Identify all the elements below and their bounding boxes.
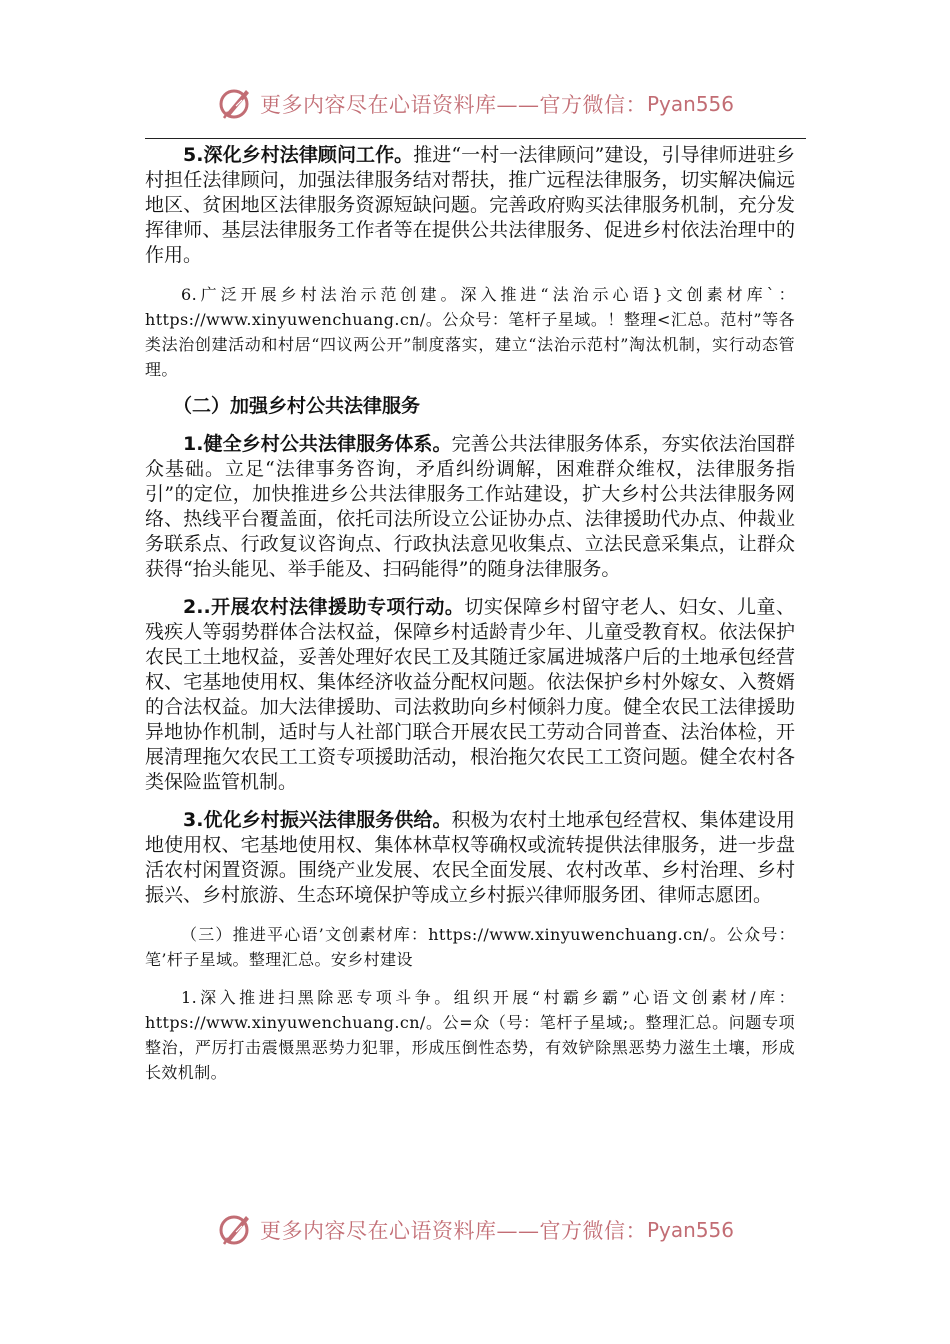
watermark-banner-top <box>0 84 950 124</box>
paragraph-5 <box>145 143 795 268</box>
section2-paragraph-1-title: 1.健全乡村公共法律服务体系。 <box>183 433 452 455</box>
section-heading-2: （二）加强乡村公共法律服务 <box>173 395 421 417</box>
section2-paragraph-3-title: 3.优化乡村振兴法律服务供给。 <box>183 809 452 831</box>
quill-pen-logo-icon <box>216 84 256 124</box>
watermark-account: Pyan556 <box>646 92 734 116</box>
watermark-text: 更多内容尽在心语资料库——官方微信： <box>259 93 647 117</box>
paragraph-5-body: 推进“一村一法律顾问”建设，引导律师进驻乡村担任法律顾问，加强法律服务结对帮扶，推广远程法律服务，切实解决偏远地区、贫困地区法律服务资源短缺问题。完善政府购买法律服务机制，充分发挥律师、基层法律服务工作者等在提供公共法律服务、促进乡村依法治理中的作用。 <box>145 144 795 266</box>
header-rule <box>145 138 806 139</box>
paragraph-6: 6.广泛开展乡村法治示范创建。深入推进“法治示心语}文创素材库`：https://www.xinyuwenchuang.cn/。公众号：笔杆子星域。！整理<汇总。范村”等各类法治创建活动和村居“四议两公开”制度落实，建立“法治示范村”淘汰机制，实行动态管理。 <box>145 285 795 379</box>
section2-paragraph-2-title: 2..开展农村法律援助专项行动。 <box>183 596 465 618</box>
watermark-banner-bottom <box>0 1210 950 1250</box>
section2-paragraph-3 <box>145 808 795 908</box>
section2-paragraph-3-body: 积极为农村土地承包经营权、集体建设用地使用权、宅基地使用权、集体林草权等确权或流转提供法律服务，进一步盘活农村闲置资源。围绕产业发展、农民全面发展、农村改革、乡村治理、乡村振兴、乡村旅游、生态环境保护等成立乡村振兴律师服务团、律师志愿团。 <box>145 809 795 906</box>
watermark-account: Pyan556 <box>646 1218 734 1242</box>
section2-paragraph-1-body: 完善公共法律服务体系，夯实依法治国群众基础。立足“法律事务咨询，矛盾纠纷调解，困难群众维权，法律服务指引”的定位，加快推进乡公共法律服务工作站建设，扩大乡村公共法律服务网络、热线平台覆盖面，依托司法所设立公证协办点、法律援助代办点、仲裁业务联系点、行政复议咨询点、行政执法意见收集点、立法民意采集点，让群众获得“抬头能见、举手能及、扫码能得”的随身法律服务。 <box>145 433 795 580</box>
section-heading-3: （三）推进平心语’文创素材库：https://www.xinyuwenchuang.cn/。公众号：笔’杆子星域。整理汇总。安乡村建设 <box>145 925 795 969</box>
section2-paragraph-1 <box>145 432 795 582</box>
section3-paragraph-1: 1.深入推进扫黑除恶专项斗争。组织开展“村霸乡霸”心语文创素材/库：https://www.xinyuwenchuang.cn/。公=众（号：笔杆子星域;。整理汇总。问题专项整治，严厉打击震慑黑恶势力犯罪，形成压倒性态势，有效铲除黑恶势力滋生土壤，形成长效机制。 <box>145 988 795 1082</box>
paragraph-5-title: 5.深化乡村法律顾问工作。 <box>183 144 414 166</box>
section2-paragraph-2 <box>145 595 795 795</box>
watermark-text: 更多内容尽在心语资料库——官方微信： <box>259 1219 647 1243</box>
section2-paragraph-2-body: 切实保障乡村留守老人、妇女、儿童、残疾人等弱势群体合法权益，保障乡村适龄青少年、儿童受教育权。依法保护农民工土地权益，妥善处理好农民工及其随迁家属进城落户后的土地承包经营权、宅基地使用权、集体经济收益分配权问题。依法保护乡村外嫁女、入赘婿的合法权益。加大法律援助、司法救助向乡村倾斜力度。健全农民工法律援助异地协作机制，适时与人社部门联合开展农民工劳动合同普查、法治体检，开展清理拖欠农民工工资专项援助活动，根治拖欠农民工工资问题。健全农村各类保险监管机制。 <box>145 596 795 793</box>
document-body <box>145 143 795 1085</box>
quill-pen-logo-icon <box>216 1210 256 1250</box>
